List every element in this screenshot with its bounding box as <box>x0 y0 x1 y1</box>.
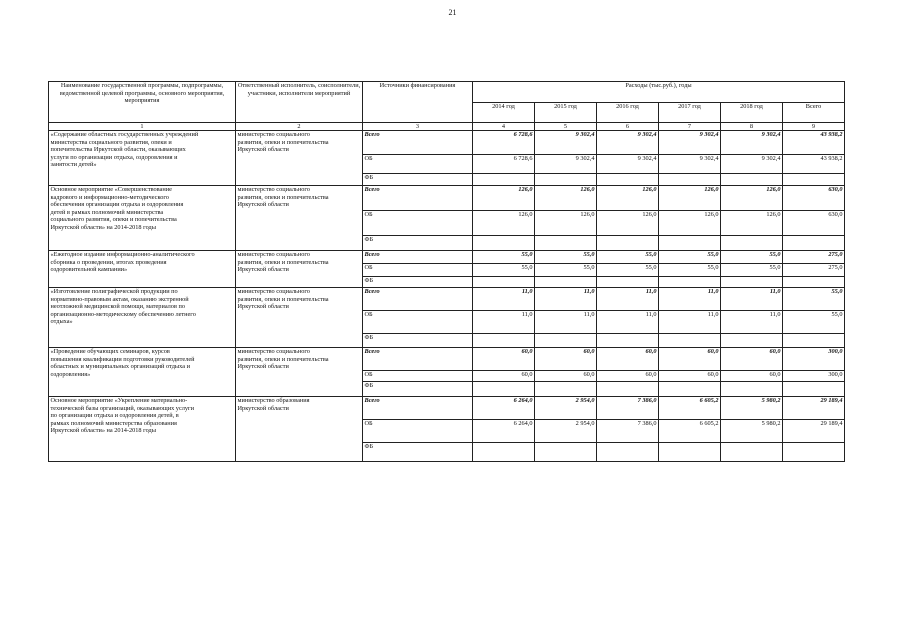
funding-source-cell: Всего <box>363 288 473 311</box>
year-amount-cell: 11,0 <box>659 288 721 311</box>
year-amount-cell: 60,0 <box>535 348 597 371</box>
funding-source-cell: ФБ <box>363 382 473 397</box>
year-amount-cell <box>721 174 783 186</box>
year-amount-cell <box>659 382 721 397</box>
year-amount-cell: 9 302,4 <box>721 131 783 155</box>
total-amount-cell <box>783 334 845 348</box>
header-year-2018: 2018 год <box>721 103 783 123</box>
year-amount-cell: 7 386,0 <box>597 397 659 420</box>
funding-source-cell: Всего <box>363 131 473 155</box>
year-amount-cell <box>659 443 721 462</box>
year-amount-cell: 55,0 <box>597 264 659 277</box>
year-amount-cell: 11,0 <box>473 311 535 334</box>
funding-source-cell: Всего <box>363 186 473 211</box>
funding-source-cell: ФБ <box>363 236 473 251</box>
funding-source-cell: ОБ <box>363 264 473 277</box>
year-amount-cell <box>535 443 597 462</box>
year-amount-cell <box>597 443 659 462</box>
year-amount-cell: 60,0 <box>473 348 535 371</box>
year-amount-cell: 55,0 <box>473 264 535 277</box>
year-amount-cell: 55,0 <box>535 264 597 277</box>
year-amount-cell: 6 605,2 <box>659 397 721 420</box>
year-amount-cell: 6 264,0 <box>473 397 535 420</box>
year-amount-cell: 60,0 <box>597 348 659 371</box>
year-amount-cell: 55,0 <box>721 251 783 264</box>
total-amount-cell <box>783 236 845 251</box>
column-number: 2 <box>236 123 363 131</box>
year-amount-cell: 9 302,4 <box>535 155 597 174</box>
year-amount-cell <box>721 277 783 288</box>
total-amount-cell: 275,0 <box>783 264 845 277</box>
year-amount-cell: 55,0 <box>659 264 721 277</box>
year-amount-cell: 126,0 <box>473 211 535 236</box>
year-amount-cell <box>597 236 659 251</box>
header-year-2016: 2016 год <box>597 103 659 123</box>
executor-cell: министерство социального развития, опеки и попечительства Иркутской области <box>236 288 363 348</box>
column-number: 8 <box>721 123 783 131</box>
year-amount-cell: 9 302,4 <box>721 155 783 174</box>
executor-cell: министерство образования Иркутской области <box>236 397 363 462</box>
table-row <box>49 131 845 155</box>
column-number: 5 <box>535 123 597 131</box>
executor-cell: министерство социального развития, опеки и попечительства Иркутской области <box>236 251 363 288</box>
year-amount-cell: 11,0 <box>721 288 783 311</box>
total-amount-cell: 43 938,2 <box>783 131 845 155</box>
total-amount-cell: 29 189,4 <box>783 397 845 420</box>
year-amount-cell <box>721 443 783 462</box>
year-amount-cell: 60,0 <box>597 371 659 382</box>
year-amount-cell: 60,0 <box>659 348 721 371</box>
year-amount-cell: 9 302,4 <box>535 131 597 155</box>
year-amount-cell <box>721 382 783 397</box>
executor-cell: министерство социального развития, опеки и попечительства Иркутской области <box>236 131 363 186</box>
year-amount-cell: 55,0 <box>473 251 535 264</box>
year-amount-cell: 126,0 <box>473 186 535 211</box>
year-amount-cell <box>721 236 783 251</box>
funding-source-cell: ФБ <box>363 174 473 186</box>
funding-source-cell: ОБ <box>363 311 473 334</box>
total-amount-cell <box>783 443 845 462</box>
year-amount-cell <box>659 236 721 251</box>
table-row <box>49 251 845 264</box>
year-amount-cell: 6 728,6 <box>473 155 535 174</box>
year-amount-cell <box>473 443 535 462</box>
column-number-row <box>49 123 845 131</box>
year-amount-cell: 11,0 <box>597 311 659 334</box>
year-amount-cell: 6 728,6 <box>473 131 535 155</box>
header-year-2014: 2014 год <box>473 103 535 123</box>
program-name-cell: «Содержание областных государственных учреждений министерства социального развития, опеки и попечительства Иркутской области, оказывающих услуги по организации отдыха, оздоровления и занятости детей» <box>49 131 236 186</box>
total-amount-cell: 43 938,2 <box>783 155 845 174</box>
column-number: 3 <box>363 123 473 131</box>
total-amount-cell: 630,0 <box>783 186 845 211</box>
total-amount-cell: 29 189,4 <box>783 420 845 443</box>
year-amount-cell: 5 980,2 <box>721 420 783 443</box>
funding-source-cell: ОБ <box>363 371 473 382</box>
column-number: 4 <box>473 123 535 131</box>
year-amount-cell <box>597 277 659 288</box>
funding-source-cell: Всего <box>363 348 473 371</box>
year-amount-cell: 9 302,4 <box>659 155 721 174</box>
year-amount-cell <box>473 174 535 186</box>
header-total: Всего <box>783 103 845 123</box>
program-name-cell: «Проведение обучающих семинаров, курсов повышения квалификации подготовки руководителей областных и муниципальных организаций отдыха и оздоровления» <box>49 348 236 397</box>
year-amount-cell: 11,0 <box>535 288 597 311</box>
year-amount-cell <box>597 382 659 397</box>
header-source-column: Источники финансирования <box>363 82 473 123</box>
year-amount-cell <box>473 382 535 397</box>
year-amount-cell: 126,0 <box>721 186 783 211</box>
header-executor-column: Ответственный исполнитель, соисполнители, участники, исполнители мероприятий <box>236 82 363 123</box>
year-amount-cell: 55,0 <box>535 251 597 264</box>
year-amount-cell: 126,0 <box>535 186 597 211</box>
program-name-cell: «Ежегодное издание информационно-аналитического сборника о проведении, итогах проведения оздоровительной кампании» <box>49 251 236 288</box>
year-amount-cell <box>597 174 659 186</box>
year-amount-cell <box>535 236 597 251</box>
year-amount-cell: 60,0 <box>721 371 783 382</box>
header-year-2015: 2015 год <box>535 103 597 123</box>
year-amount-cell <box>535 334 597 348</box>
year-amount-cell: 60,0 <box>721 348 783 371</box>
header-year-2017: 2017 год <box>659 103 721 123</box>
total-amount-cell: 55,0 <box>783 311 845 334</box>
year-amount-cell <box>473 277 535 288</box>
year-amount-cell <box>659 277 721 288</box>
year-amount-cell: 60,0 <box>473 371 535 382</box>
year-amount-cell: 60,0 <box>659 371 721 382</box>
year-amount-cell: 126,0 <box>597 211 659 236</box>
year-amount-cell: 126,0 <box>535 211 597 236</box>
year-amount-cell: 60,0 <box>535 371 597 382</box>
table-body <box>49 131 845 462</box>
year-amount-cell: 5 980,2 <box>721 397 783 420</box>
funding-source-cell: Всего <box>363 251 473 264</box>
year-amount-cell: 55,0 <box>597 251 659 264</box>
year-amount-cell: 6 605,2 <box>659 420 721 443</box>
year-amount-cell: 11,0 <box>473 288 535 311</box>
year-amount-cell: 11,0 <box>597 288 659 311</box>
year-amount-cell <box>473 334 535 348</box>
table-row <box>49 288 845 311</box>
table-row <box>49 397 845 420</box>
table-row <box>49 186 845 211</box>
year-amount-cell <box>597 334 659 348</box>
executor-cell: министерство социального развития, опеки и попечительства Иркутской области <box>236 348 363 397</box>
year-amount-cell: 11,0 <box>659 311 721 334</box>
year-amount-cell <box>659 174 721 186</box>
year-amount-cell <box>721 334 783 348</box>
funding-source-cell: ОБ <box>363 420 473 443</box>
year-amount-cell <box>535 382 597 397</box>
year-amount-cell <box>535 277 597 288</box>
program-name-cell: Основное мероприятие «Совершенствование кадрового и информационно-методического обеспечения организации отдыха и оздоровления детей в рамках полномочий министерства социального развития, опеки и попечительства Иркутской области» на 2014-2018 годы <box>49 186 236 251</box>
year-amount-cell: 2 954,0 <box>535 420 597 443</box>
budget-table <box>48 81 845 462</box>
funding-source-cell: ФБ <box>363 443 473 462</box>
year-amount-cell: 126,0 <box>659 211 721 236</box>
year-amount-cell: 2 954,0 <box>535 397 597 420</box>
total-amount-cell: 300,0 <box>783 371 845 382</box>
year-amount-cell: 7 386,0 <box>597 420 659 443</box>
column-number: 6 <box>597 123 659 131</box>
table-row <box>49 348 845 371</box>
total-amount-cell: 55,0 <box>783 288 845 311</box>
funding-source-cell: ОБ <box>363 211 473 236</box>
year-amount-cell: 126,0 <box>721 211 783 236</box>
year-amount-cell: 11,0 <box>721 311 783 334</box>
total-amount-cell: 275,0 <box>783 251 845 264</box>
header-expenses: Расходы (тыс.руб.), годы <box>473 82 845 103</box>
total-amount-cell: 300,0 <box>783 348 845 371</box>
column-number: 9 <box>783 123 845 131</box>
total-amount-cell <box>783 277 845 288</box>
year-amount-cell: 9 302,4 <box>659 131 721 155</box>
year-amount-cell: 55,0 <box>659 251 721 264</box>
funding-source-cell: Всего <box>363 397 473 420</box>
executor-cell: министерство социального развития, опеки и попечительства Иркутской области <box>236 186 363 251</box>
total-amount-cell <box>783 382 845 397</box>
year-amount-cell: 126,0 <box>597 186 659 211</box>
page-number: 21 <box>448 8 457 17</box>
year-amount-cell: 55,0 <box>721 264 783 277</box>
year-amount-cell: 9 302,4 <box>597 155 659 174</box>
year-amount-cell: 6 264,0 <box>473 420 535 443</box>
year-amount-cell: 11,0 <box>535 311 597 334</box>
year-amount-cell: 126,0 <box>659 186 721 211</box>
total-amount-cell <box>783 174 845 186</box>
column-number: 1 <box>49 123 236 131</box>
year-amount-cell <box>535 174 597 186</box>
program-name-cell: «Изготовление полиграфической продукции по нормативно-правовым актам, оказанию экстренной неотложной медицинской помощи, материалов по организационно-методическому обеспечению летнего отдыха» <box>49 288 236 348</box>
year-amount-cell <box>473 236 535 251</box>
program-name-cell: Основное мероприятие «Укрепление материально- технической базы организаций, оказывающих услуги по организации отдыха и оздоровления детей, в рамках полномочий министерства образования Иркутской области» на 2014-2018 годы <box>49 397 236 462</box>
column-number: 7 <box>659 123 721 131</box>
header-name-column: Наименование государственной программы, подпрограммы, ведомственной целевой программы, основного мероприятия, мероприятия <box>49 82 236 123</box>
funding-source-cell: ФБ <box>363 334 473 348</box>
total-amount-cell: 630,0 <box>783 211 845 236</box>
funding-source-cell: ФБ <box>363 277 473 288</box>
funding-source-cell: ОБ <box>363 155 473 174</box>
year-amount-cell <box>659 334 721 348</box>
year-amount-cell: 9 302,4 <box>597 131 659 155</box>
